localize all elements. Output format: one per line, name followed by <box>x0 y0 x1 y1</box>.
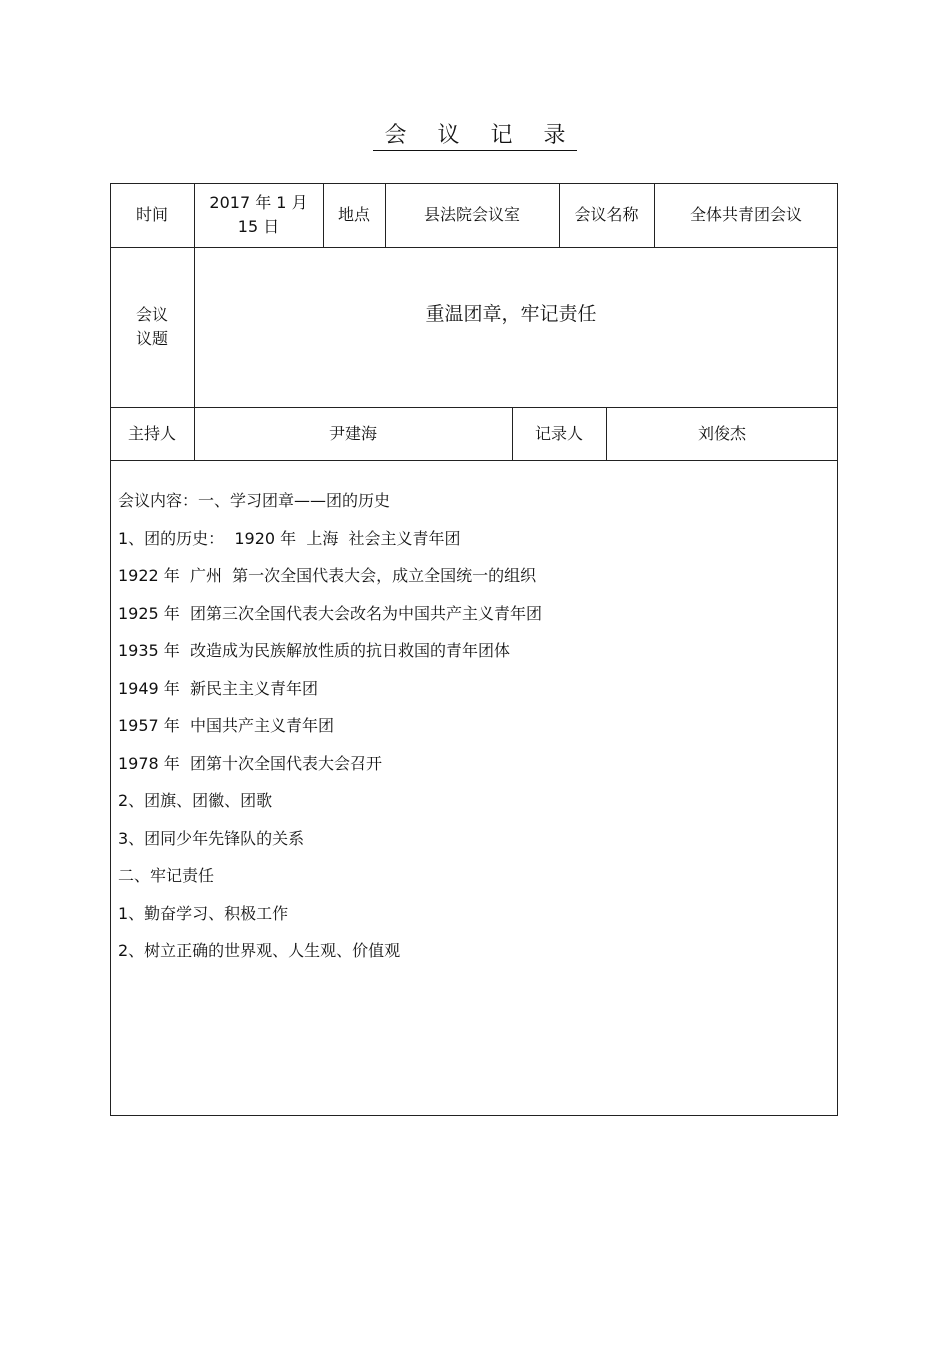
content-line: 2、树立正确的世界观、人生观、价值观 <box>118 941 401 960</box>
content-line: 2、团旗、团徽、团歌 <box>118 791 273 810</box>
content-line: 1925 年 团第三次全国代表大会改名为中国共产主义青年团 <box>118 603 542 623</box>
content-line: 1949 年 新民主主义青年团 <box>118 678 318 698</box>
time-value <box>194 183 323 247</box>
content-line: 二、牢记责任 <box>118 866 215 885</box>
meeting-name-label-text: 会议名称 <box>574 205 639 224</box>
recorder-label-text: 记录人 <box>534 423 583 443</box>
content-line: 会议内容：一、学习团章——团的历史 <box>118 491 391 510</box>
content-line: 1957 年 中国共产主义青年团 <box>118 716 334 735</box>
place-label-text: 地点 <box>337 205 370 224</box>
document-title-text: 会 议 记 录 <box>373 123 578 151</box>
topic-value-text: 重温团章，牢记责任 <box>425 303 597 325</box>
topic-value <box>194 284 828 344</box>
content-line: 3、团同少年先锋队的关系 <box>118 828 305 848</box>
recorder-value-text: 刘俊杰 <box>697 423 746 443</box>
recorder-value <box>606 407 838 460</box>
place-value-text: 县法院会议室 <box>423 205 520 224</box>
place-label <box>323 183 385 247</box>
host-label-text: 主持人 <box>127 423 176 443</box>
content-line: 1978 年 团第十次全国代表大会召开 <box>118 753 382 773</box>
place-value <box>385 183 559 247</box>
topic-label <box>110 247 194 407</box>
document-title <box>0 118 950 149</box>
content-line: 1、团的历史： 1920 年 上海 社会主义青年团 <box>118 528 461 548</box>
meeting-name-value <box>654 183 838 247</box>
content-line: 1、勤奋学习、积极工作 <box>118 903 289 923</box>
meeting-name-label <box>559 183 654 247</box>
recorder-label <box>512 407 606 460</box>
meeting-name-value-text: 全体共青团会议 <box>689 205 802 224</box>
row-divider <box>110 460 838 461</box>
host-value <box>194 407 512 460</box>
host-value-text: 尹建海 <box>328 423 377 443</box>
time-label-text: 时间 <box>135 205 168 224</box>
host-label <box>110 407 194 460</box>
content-line: 1922 年 广州 第一次全国代表大会，成立全国统一的组织 <box>118 566 537 585</box>
content-line: 1935 年 改造成为民族解放性质的抗日救国的青年团体 <box>118 641 510 660</box>
time-value-text: 2017 年 1 月 15 日 <box>209 193 308 236</box>
row-divider <box>110 247 838 248</box>
time-label <box>110 183 194 247</box>
topic-label-text: 会议 议题 <box>135 305 168 348</box>
meeting-content <box>118 485 818 973</box>
